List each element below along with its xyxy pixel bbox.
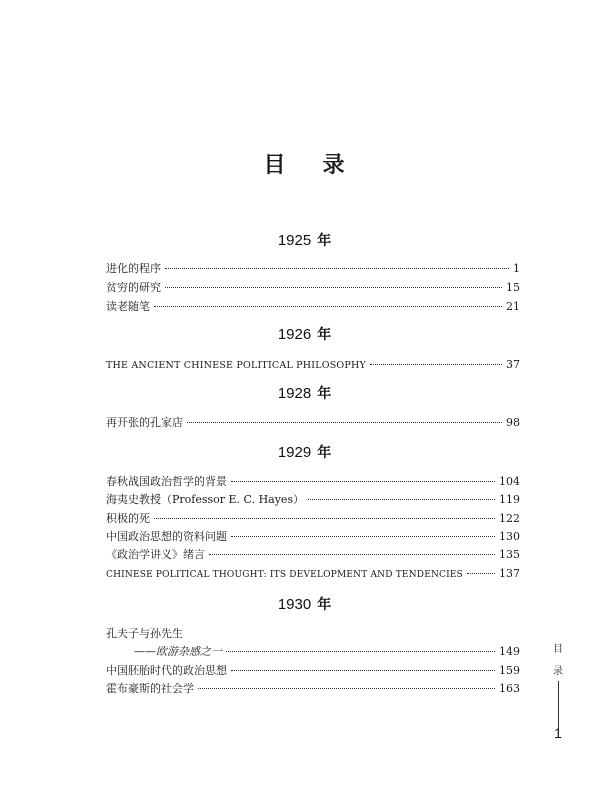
year-heading-1929: 1929 年 [277, 444, 332, 461]
toc-entry-title: 孔夫子与孙先生 [106, 627, 183, 640]
leader-dots [165, 287, 502, 288]
toc-entry-title: CHINESE POLITICAL THOUGHT: ITS DEVELOPMENT AND TENDENCIES [106, 570, 464, 580]
toc-entry[interactable] [106, 473, 520, 491]
year-heading-1925: 1925 年 [277, 232, 332, 249]
leader-dots [198, 688, 495, 689]
toc-entry-page: 159 [499, 664, 520, 677]
toc-entry[interactable] [106, 356, 520, 374]
page-number: 1 [554, 725, 562, 741]
toc-entry-page: 130 [499, 530, 520, 543]
toc-entry[interactable] [106, 625, 520, 643]
leader-dots [209, 554, 495, 555]
side-header-char-1: 目 [553, 644, 563, 655]
toc-entry-title: 中国政治思想的资料问题 [106, 530, 227, 543]
toc-entry-page: 104 [499, 475, 520, 488]
toc-entry[interactable] [106, 546, 520, 564]
title-char-1: 目 [263, 153, 287, 178]
toc-entry-title: 再开张的孔家店 [106, 416, 183, 429]
toc-entry-title: THE ANCIENT CHINESE POLITICAL PHILOSOPHY [106, 360, 366, 371]
toc-entry[interactable] [106, 414, 520, 432]
toc-entry-page: 119 [499, 493, 520, 506]
toc-entry-page: 137 [499, 567, 520, 580]
toc-entry[interactable] [106, 260, 520, 278]
toc-entry-subtitle[interactable] [106, 643, 520, 661]
leader-dots [231, 670, 495, 671]
toc-entry[interactable] [106, 510, 520, 528]
leader-dots [308, 499, 495, 500]
leader-dots [467, 573, 495, 574]
toc-entry-page: 21 [506, 300, 520, 313]
toc-entry-title: 积极的死 [106, 512, 150, 525]
toc-entry-page: 122 [499, 512, 520, 525]
year-heading-1928: 1928 年 [277, 385, 332, 402]
toc-entry-title: 贫穷的研究 [106, 281, 161, 294]
leader-dots [154, 306, 502, 307]
toc-entry-page: 37 [506, 358, 520, 371]
leader-dots [370, 364, 502, 365]
title-char-2: 录 [322, 153, 346, 178]
toc-entry[interactable] [106, 298, 520, 316]
leader-dots [231, 481, 495, 482]
toc-entry-page: 163 [499, 682, 520, 695]
toc-entry[interactable] [106, 528, 520, 546]
toc-entry[interactable] [106, 662, 520, 680]
page-title [0, 148, 609, 179]
toc-entry[interactable] [106, 491, 520, 509]
toc-entry-title: 春秋战国政治哲学的背景 [106, 475, 227, 488]
toc-entry-page: 135 [499, 548, 520, 561]
toc-entry-title: 海夷史教授（Professor E. C. Hayes） [106, 493, 305, 506]
toc-entry-page: 149 [499, 645, 520, 658]
toc-entry-title: ——欧游杂感之一 [134, 645, 222, 658]
side-header-char-2: 录 [553, 666, 563, 677]
toc-entry-title: 读老随笔 [106, 300, 150, 313]
leader-dots [165, 268, 509, 269]
toc-entry-title: 霍布豪斯的社会学 [106, 682, 194, 695]
leader-dots [154, 518, 495, 519]
toc-entry[interactable] [106, 279, 520, 297]
toc-entry[interactable] [106, 565, 520, 583]
toc-entry[interactable] [106, 680, 520, 698]
leader-dots [231, 536, 495, 537]
toc-entry-page: 98 [506, 416, 520, 429]
leader-dots [226, 651, 495, 652]
toc-entry-page: 15 [506, 281, 520, 294]
toc-entry-page: 1 [513, 262, 520, 275]
toc-entry-title: 中国胚胎时代的政治思想 [106, 664, 227, 677]
toc-entry-title: 进化的程序 [106, 262, 161, 275]
toc-entry-title: 《政治学讲义》绪言 [106, 548, 205, 561]
leader-dots [187, 422, 502, 423]
year-heading-1926: 1926 年 [277, 326, 332, 343]
year-heading-1930: 1930 年 [277, 596, 332, 613]
